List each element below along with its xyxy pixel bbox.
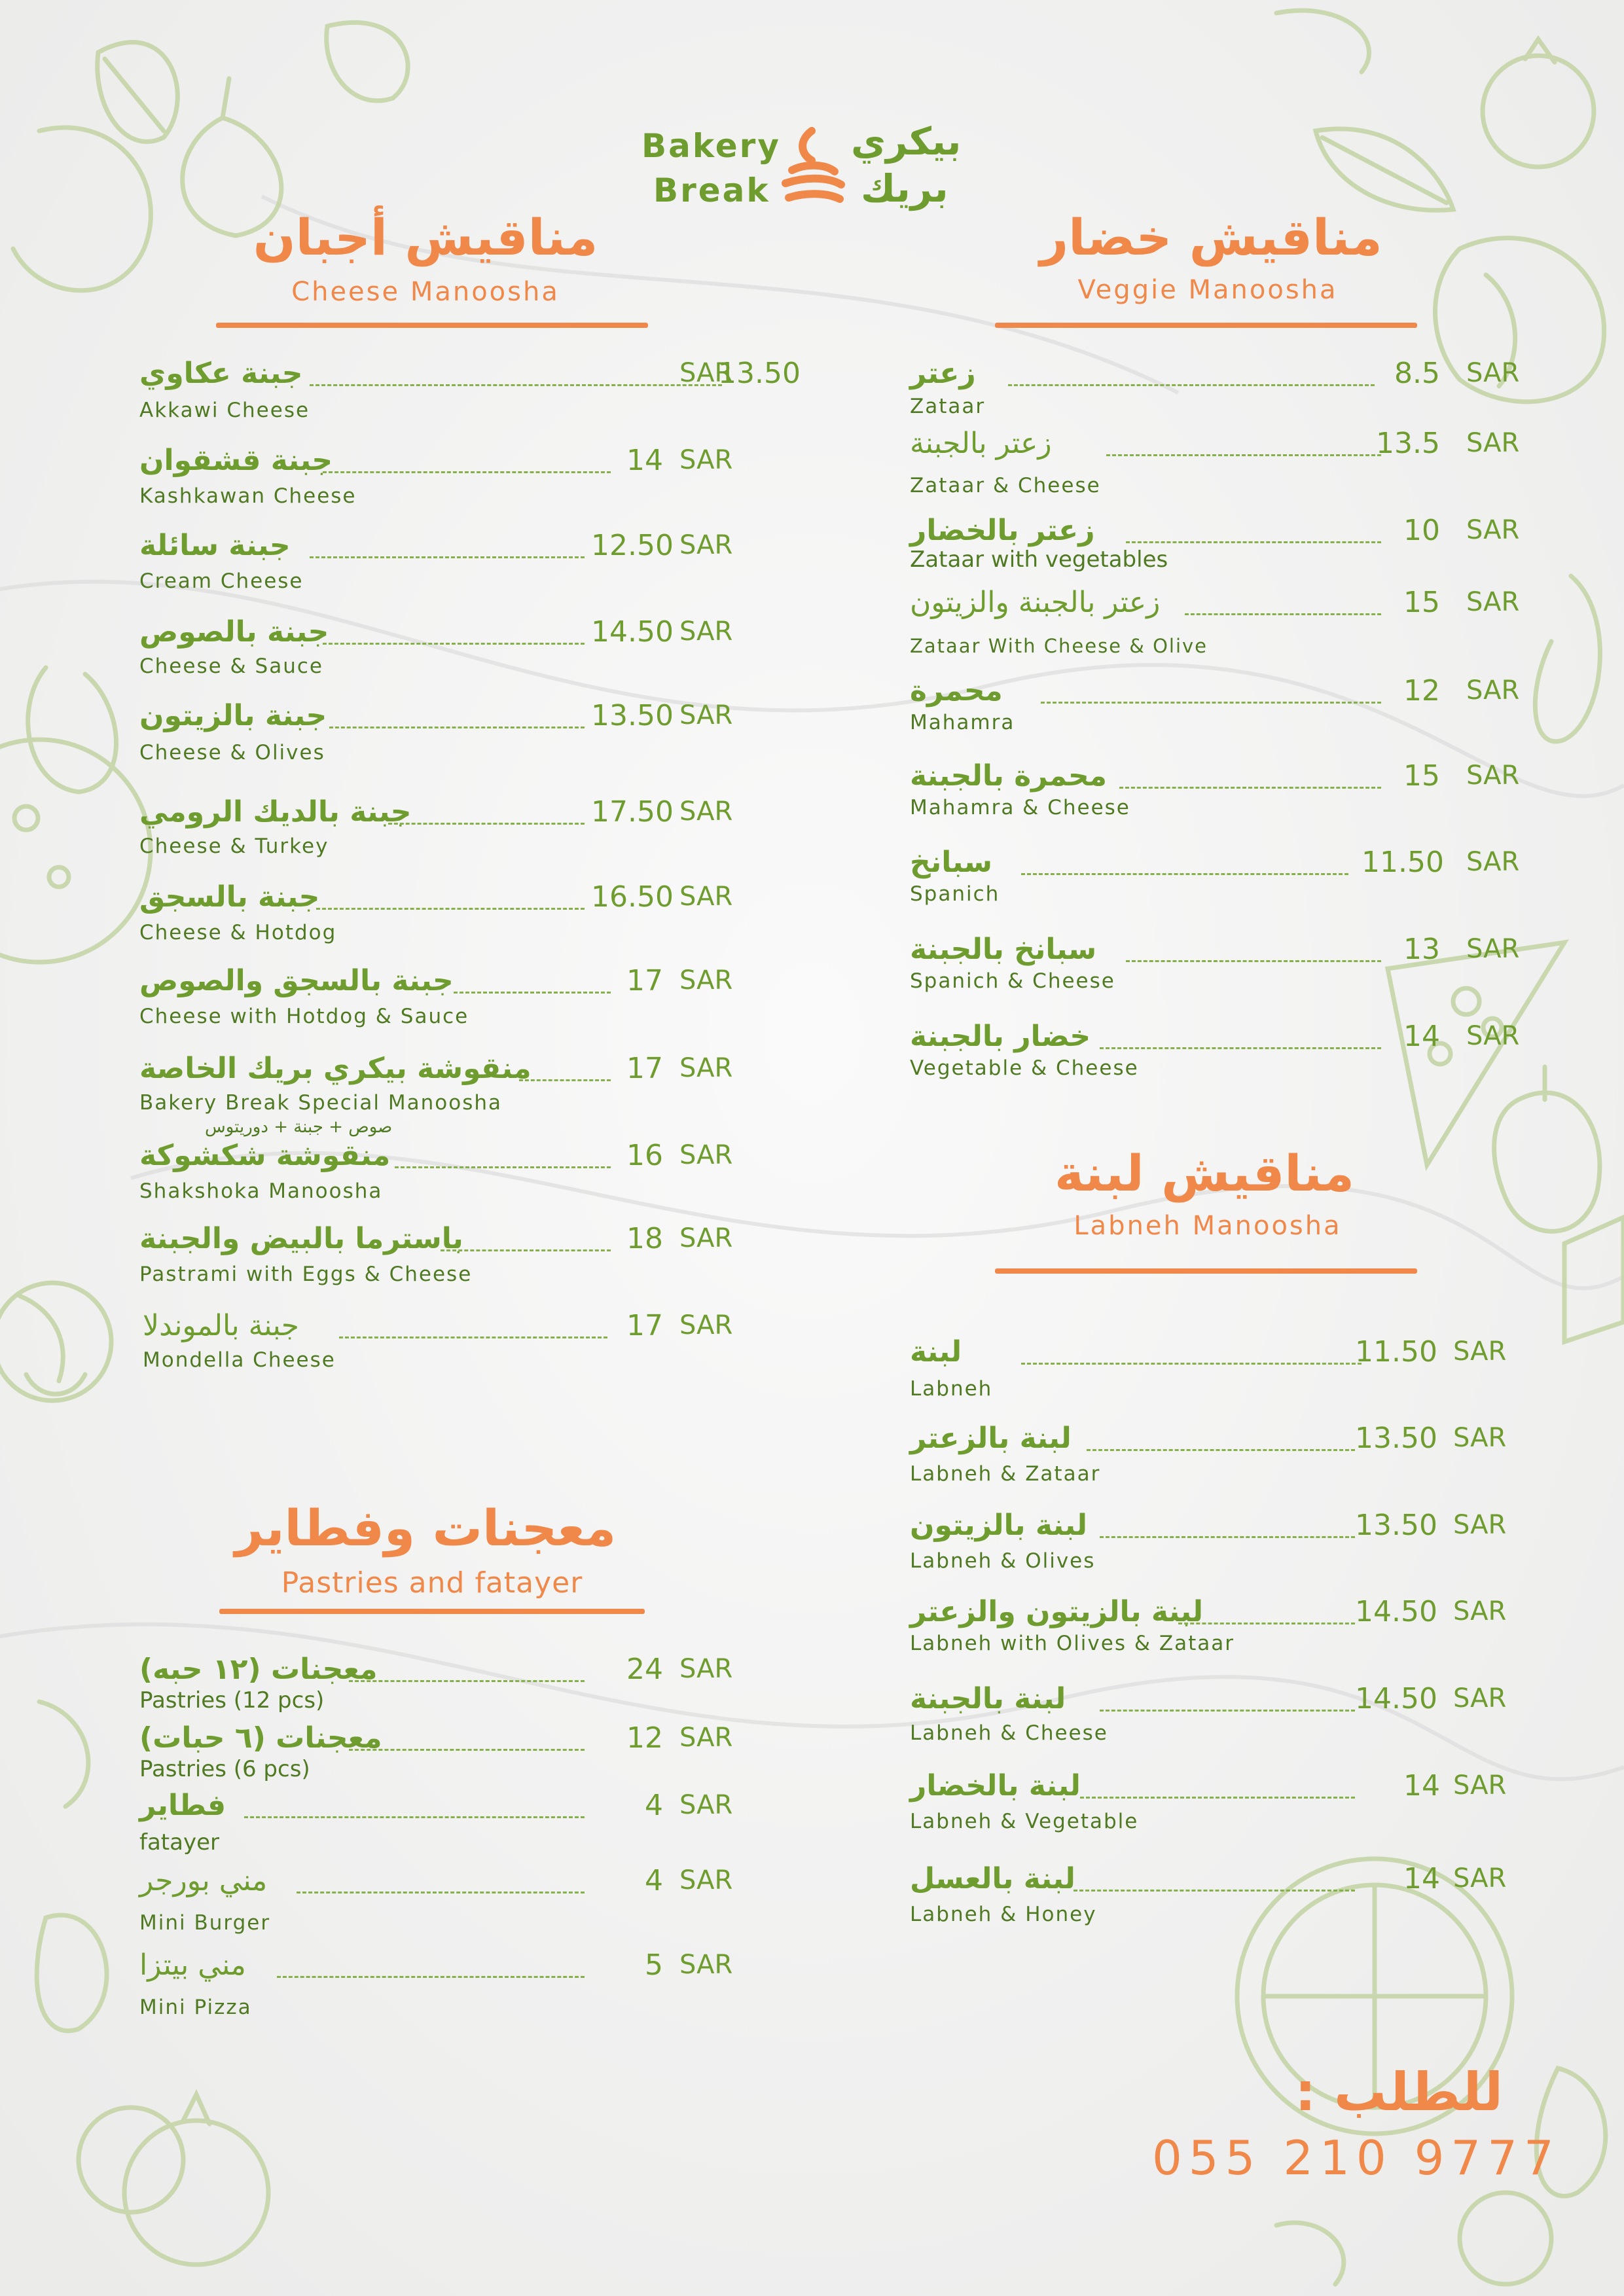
item-price: 4 [645, 1864, 663, 1897]
item-currency: SAR [679, 1053, 733, 1083]
item-currency: SAR [679, 1310, 733, 1340]
item-currency: SAR [1453, 1770, 1507, 1801]
dot-leader [1008, 384, 1375, 386]
item-name-en: Cream Cheese [139, 569, 304, 593]
menu-item [910, 1335, 1532, 1407]
dot-leader [1074, 1890, 1355, 1892]
dot-leader [1100, 1710, 1355, 1712]
item-currency: SAR [1453, 1596, 1507, 1626]
item-name-ar: لبنة بالخضار [910, 1769, 1081, 1803]
dot-leader [1126, 541, 1381, 543]
item-name-ar: خضار بالجبنة [910, 1020, 1091, 1053]
menu-item [910, 514, 1532, 586]
item-name-en: Vegetable & Cheese [910, 1056, 1139, 1080]
item-name-en: Mahamra & Cheese [910, 796, 1130, 819]
item-price: 13.5 [1376, 427, 1440, 460]
item-price: 13.50 [718, 357, 801, 390]
item-price: 12 [1403, 674, 1440, 708]
item-name-ar: منقوشة شكشوكة [139, 1139, 391, 1172]
item-name-ar: لبنة بالزعتر [910, 1422, 1072, 1455]
item-name-en: fatayer [139, 1829, 219, 1856]
dot-leader [1100, 1536, 1355, 1538]
brand-name-en-line1: Bakery [641, 127, 781, 165]
menu-item [139, 444, 733, 516]
item-name-ar: لبنة بالجبنة [910, 1682, 1066, 1715]
item-name-ar: لبنة [910, 1335, 962, 1369]
item-price: 15 [1403, 759, 1440, 793]
item-name-en: Zataar & Cheese [910, 474, 1101, 497]
menu-item [910, 1595, 1532, 1667]
item-currency: SAR [679, 797, 733, 827]
veggie-section-title-en: Veggie Manoosha [1077, 275, 1338, 305]
dot-leader [277, 1976, 585, 1978]
item-name-en: Labneh & Honey [910, 1903, 1097, 1926]
item-currency: SAR [679, 1140, 733, 1170]
cheese-section-divider [216, 323, 648, 328]
menu-item [910, 1682, 1532, 1754]
item-currency: SAR [1453, 1683, 1507, 1713]
item-price: 5 [645, 1948, 663, 1982]
item-currency: SAR [679, 965, 733, 996]
dot-leader [1106, 454, 1381, 456]
item-name-ar: زعتر بالخضار [910, 514, 1095, 547]
item-name-en: Zataar [910, 395, 986, 418]
menu-item [139, 529, 733, 601]
pastries-section-title-en: Pastries and fatayer [281, 1566, 583, 1600]
dot-leader [244, 1816, 585, 1818]
item-name-en: Pastrami with Eggs & Cheese [139, 1263, 473, 1286]
menu-item [139, 1222, 733, 1294]
item-currency: SAR [679, 617, 733, 647]
menu-item [139, 880, 733, 952]
dot-leader [1087, 1449, 1355, 1451]
item-name-en: Zataar With Cheese & Olive [910, 635, 1208, 657]
dot-leader [1126, 960, 1381, 962]
item-name-en: Cheese & Olives [139, 741, 325, 764]
item-name-ar: باسترما بالبيض والجبنة [139, 1222, 463, 1255]
item-currency: SAR [679, 1790, 733, 1820]
item-name-en: Labneh [910, 1377, 993, 1401]
item-price: 13.50 [1355, 1422, 1437, 1455]
dot-leader [1041, 702, 1381, 704]
labneh-section-divider [995, 1268, 1417, 1274]
veggie-section-divider [995, 323, 1417, 328]
veggie-section-title-ar: مناقيش خضار [1039, 208, 1382, 266]
item-price: 14 [1403, 1862, 1440, 1895]
item-name-ar: معجنات (٦ حبات) [139, 1721, 382, 1755]
item-currency: SAR [679, 1723, 733, 1753]
item-name-en: Mini Pizza [139, 1996, 252, 2019]
labneh-section-title-en: Labneh Manoosha [1074, 1211, 1342, 1241]
menu-item [139, 699, 733, 771]
item-price: 4 [645, 1789, 663, 1822]
dot-leader [297, 1892, 585, 1893]
item-price: 17 [626, 1052, 663, 1085]
menu-item [139, 1948, 733, 2020]
dot-leader [323, 471, 611, 473]
dot-leader [310, 556, 585, 558]
menu-item [139, 1139, 733, 1211]
item-price: 16 [626, 1139, 663, 1172]
menu-item [910, 1509, 1532, 1581]
dot-leader [349, 1749, 585, 1751]
brand-name-ar-line1: بيكري [851, 119, 962, 164]
dot-leader [329, 726, 585, 728]
brand-name-en-line2: Break [653, 171, 770, 209]
dot-leader [454, 992, 611, 994]
item-price: 11.50 [1362, 846, 1444, 879]
item-name-en: Labneh with Olives & Zataar [910, 1632, 1235, 1655]
cheese-section-title-ar: مناقيش أجبان [253, 208, 598, 266]
item-price: 14.50 [1355, 1682, 1437, 1715]
item-currency: SAR [679, 358, 733, 388]
item-price: 17 [626, 1309, 663, 1342]
item-currency: SAR [1453, 1863, 1507, 1893]
item-name-en: Mahamra [910, 711, 1015, 734]
item-name-ar: محمرة [910, 674, 1003, 708]
item-name-en: Zataar with vegetables [910, 547, 1168, 573]
item-price: 14 [1403, 1020, 1440, 1053]
menu-item [910, 1422, 1532, 1494]
item-price: 13.50 [591, 699, 674, 732]
item-currency: SAR [1466, 587, 1520, 617]
dot-leader [1100, 1047, 1381, 1049]
item-price: 10 [1403, 514, 1440, 547]
item-name-ar: سبانخ بالجبنة [910, 933, 1097, 966]
brand-logo [635, 119, 988, 223]
item-currency: SAR [1466, 428, 1520, 458]
item-name-en: Labneh & Zataar [910, 1462, 1101, 1486]
item-currency: SAR [1466, 675, 1520, 706]
cheese-section-title-en: Cheese Manoosha [291, 277, 560, 307]
item-currency: SAR [1466, 934, 1520, 964]
item-price: 14 [1403, 1769, 1440, 1803]
labneh-section-title-ar: مناقيش لبنة [1055, 1144, 1354, 1202]
dot-leader [323, 643, 585, 645]
item-currency: SAR [1466, 1021, 1520, 1051]
menu-item [910, 357, 1532, 429]
item-name-en: Mondella Cheese [143, 1348, 336, 1372]
item-price: 13 [1403, 933, 1440, 966]
item-currency: SAR [1453, 1336, 1507, 1367]
item-price: 17.50 [591, 795, 674, 829]
item-name-ar: جبنة بالسجق والصوص [139, 964, 454, 997]
menu-item [910, 586, 1532, 658]
pastries-section-title-ar: معجنات وفطاير [234, 1499, 617, 1557]
item-price: 12 [626, 1721, 663, 1755]
menu-item [139, 1052, 733, 1137]
item-name-en: Cheese with Hotdog & Sauce [139, 1005, 469, 1028]
dot-leader [349, 1680, 585, 1682]
dot-leader [339, 1336, 607, 1338]
item-price: 24 [626, 1653, 663, 1686]
dot-leader [1178, 1623, 1355, 1624]
item-price: 14.50 [591, 615, 674, 649]
item-name-en: Spanich [910, 882, 1000, 906]
item-currency: SAR [679, 1865, 733, 1895]
item-name-ar: جبنة بالصوص [139, 615, 329, 649]
item-currency: SAR [679, 1654, 733, 1684]
dot-leader [388, 823, 585, 825]
item-currency: SAR [1466, 761, 1520, 791]
item-name-en: Labneh & Olives [910, 1549, 1096, 1573]
item-currency: SAR [1453, 1510, 1507, 1540]
item-currency: SAR [679, 1223, 733, 1253]
item-price: 8.5 [1394, 357, 1440, 390]
item-name-ar: محمرة بالجبنة [910, 759, 1107, 793]
menu-item [910, 1769, 1532, 1841]
order-phone-number[interactable]: 055 210 9777 [1152, 2130, 1561, 2185]
item-name-ar: معجنات (١٢ حبه) [139, 1653, 378, 1686]
item-name-ar: لبنة بالزيتون والزعتر [910, 1595, 1204, 1628]
item-name-ar: جبنة بالديك الرومي [139, 795, 412, 829]
item-price: 18 [626, 1222, 663, 1255]
item-name-ar: لبنة بالعسل [910, 1862, 1075, 1895]
item-name-en: Pastries (12 pcs) [139, 1687, 325, 1713]
menu-item [139, 1653, 733, 1725]
item-name-en: Cheese & Hotdog [139, 921, 337, 944]
menu-item [910, 933, 1532, 1005]
item-name-ar: زعتر بالجبنة [910, 427, 1052, 460]
item-currency: SAR [1466, 515, 1520, 545]
item-name-ar: مني بيتزا [139, 1948, 246, 1982]
item-name-en: Cheese & Turkey [139, 834, 329, 858]
menu-item [910, 759, 1532, 831]
dot-leader [1119, 787, 1381, 789]
item-currency: SAR [679, 700, 733, 730]
menu-item [143, 1309, 732, 1381]
item-name-ar: جبنة سائلة [139, 529, 291, 562]
item-name-en: Kashkawan Cheese [139, 484, 357, 508]
item-currency: SAR [1453, 1423, 1507, 1453]
dot-leader [316, 908, 585, 910]
item-currency: SAR [679, 530, 733, 560]
item-name-en: Akkawi Cheese [139, 399, 310, 422]
menu-item [910, 427, 1532, 499]
dot-leader [1080, 1797, 1355, 1799]
item-price: 15 [1403, 586, 1440, 619]
item-name-ar: مني بورجر [139, 1864, 268, 1897]
item-name-en: Bakery Break Special Manoosha [139, 1091, 502, 1115]
item-currency: SAR [1466, 358, 1520, 388]
menu-item [910, 1862, 1532, 1934]
menu-item [139, 964, 733, 1036]
item-name-en: Labneh & Vegetable [910, 1810, 1139, 1833]
item-name-ar: جبنة عكاوي [139, 357, 303, 390]
item-name-ar: فطاير [139, 1789, 226, 1822]
brand-name-ar-line2: بريك [861, 166, 948, 211]
dot-leader [441, 1249, 611, 1251]
menu-item [139, 795, 733, 867]
item-note: صوص + جبنة + دوريتوس [205, 1117, 393, 1137]
item-name-en: Mini Burger [139, 1911, 271, 1935]
item-currency: SAR [1466, 847, 1520, 877]
menu-item [139, 615, 733, 687]
item-price: 12.50 [591, 529, 674, 562]
item-price: 17 [626, 964, 663, 997]
pastries-section-divider [219, 1609, 645, 1614]
order-label: للطلب : [1295, 2062, 1503, 2123]
menu-item [139, 1789, 733, 1861]
item-name-ar: جبنة قشقوان [139, 444, 333, 477]
item-price: 16.50 [591, 880, 674, 914]
item-name-en: Pastries (6 pcs) [139, 1756, 310, 1782]
item-name-ar: زعتر بالجبنة والزيتون [910, 586, 1161, 619]
item-price: 14.50 [1355, 1595, 1437, 1628]
dot-leader [395, 1166, 611, 1168]
menu-item [910, 1020, 1532, 1092]
item-name-en: Shakshoka Manoosha [139, 1179, 383, 1203]
menu-item [910, 674, 1532, 746]
dot-leader [1021, 873, 1348, 875]
item-name-ar: سبانخ [910, 846, 992, 879]
item-currency: SAR [679, 445, 733, 475]
item-name-en: Cheese & Sauce [139, 655, 323, 678]
item-name-ar: منقوشة بيكري بريك الخاصة [139, 1052, 532, 1085]
dot-leader [1185, 613, 1381, 615]
menu-item [910, 846, 1532, 918]
croissant-icon [776, 124, 848, 209]
dot-leader [1021, 1363, 1362, 1365]
item-price: 11.50 [1355, 1335, 1437, 1369]
item-currency: SAR [679, 882, 733, 912]
menu-item [139, 1864, 733, 1936]
item-price: 13.50 [1355, 1509, 1437, 1542]
item-name-en: Spanich & Cheese [910, 969, 1115, 993]
item-currency: SAR [679, 1950, 733, 1980]
item-name-ar: جبنة بالسجق [139, 880, 320, 914]
menu-item [139, 357, 801, 429]
item-name-ar: زعتر [910, 357, 976, 390]
menu-item [139, 1721, 733, 1793]
item-price: 14 [626, 444, 663, 477]
item-name-en: Labneh & Cheese [910, 1721, 1108, 1745]
item-name-ar: جبنة بالموندلا [143, 1309, 299, 1342]
item-name-ar: جبنة بالزيتون [139, 699, 327, 732]
item-name-ar: لبنة بالزيتون [910, 1509, 1088, 1542]
